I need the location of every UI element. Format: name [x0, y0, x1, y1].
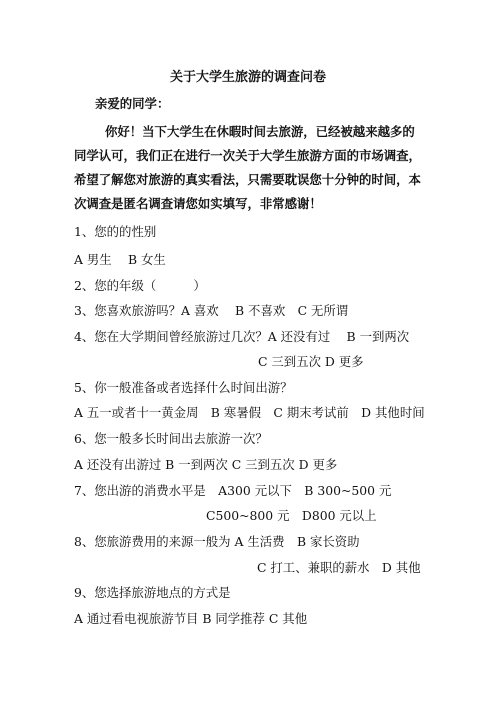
question-2: 2、您的年级（ ）: [74, 278, 206, 293]
question-9-options: A 通过看电视旅游节目 B 同学推荐 C 其他: [74, 611, 308, 626]
question-4: 4、您在大学期间曾经旅游过几次？A 还没有过 B 一到两次: [74, 329, 410, 344]
question-5-options: A 五一或者十一黄金周 B 寒暑假 C 期末考试前 D 其他时间: [74, 405, 425, 420]
question-7: 7、您出游的消费水平是 A300 元以下 B 300~500 元: [74, 483, 392, 498]
question-5: 5、你一般准备或者选择什么时间出游？: [74, 380, 293, 395]
question-8: 8、您旅游费用的来源一般为 A 生活费 B 家长资助: [74, 534, 360, 549]
question-6-options: A 还没有出游过 B 一到两次 C 三到五次 D 更多: [74, 457, 338, 472]
question-1: 1、您的的性别: [74, 224, 157, 239]
intro-paragraph: 你好！当下大学生在休暇时间去旅游，已经被越来越多的同学认可，我们正在进行一次关于大学生旅游方面的市场调查，希望了解您对旅游的真实看法，只需要耽误您十分钟的时间，本次调查是匿名调查请您如实填写，非常感谢！: [74, 124, 421, 211]
question-6: 6、您一般多长时间出去旅游一次？: [74, 431, 268, 446]
page-title: 关于大学生旅游的调查问卷: [169, 70, 326, 85]
question-8-options: C 打工、兼职的薪水 D 其他: [257, 560, 421, 575]
question-9: 9、您选择旅游地点的方式是: [74, 585, 231, 600]
greeting: 亲爱的同学：: [95, 96, 170, 111]
question-7-options: C500~800 元 D800 元以上: [206, 508, 377, 523]
question-4-options: C 三到五次 D 更多: [258, 354, 364, 369]
question-1-options: A 男生 B 女生: [74, 252, 166, 267]
question-3: 3、您喜欢旅游吗？A 喜欢 B 不喜欢 C 无所谓: [74, 303, 349, 318]
